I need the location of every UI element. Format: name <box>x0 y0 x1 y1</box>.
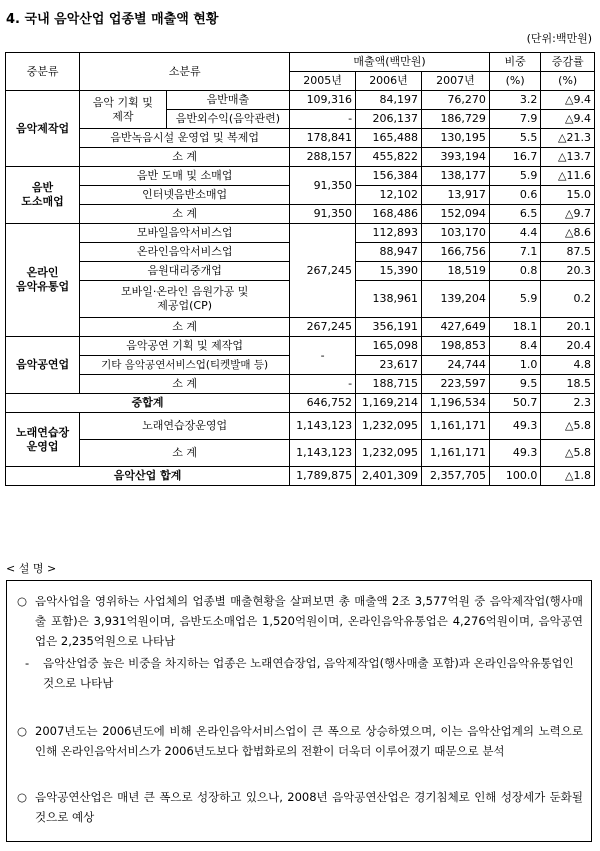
cell-share: 49.3 <box>489 413 540 440</box>
cell-wholesale: 음반 도매 및 소매업 <box>80 167 290 186</box>
cell-value: 165,488 <box>356 129 422 148</box>
cell-share: 3.2 <box>489 91 540 110</box>
cell-record: 음반녹음시설 운영업 및 복제업 <box>80 129 290 148</box>
cell-growth: △11.6 <box>541 167 595 186</box>
cell-value: 1,161,171 <box>421 440 489 467</box>
cell-share: 7.9 <box>489 110 540 129</box>
cell-growth: 0.2 <box>541 281 595 318</box>
header-2006: 2006년 <box>356 72 422 91</box>
header-growth-unit: (%) <box>541 72 595 91</box>
cell-share: 6.5 <box>489 205 540 224</box>
cell-subtotal: 소 계 <box>80 318 290 337</box>
cell-value: 2,357,705 <box>421 467 489 486</box>
cell-growth: △5.8 <box>541 413 595 440</box>
note-3 <box>17 787 583 827</box>
cell-subtotal: 소 계 <box>80 148 290 167</box>
group-online: 온라인 음악유통업 <box>6 224 80 337</box>
cell-growth: △1.8 <box>541 467 595 486</box>
header-share: 비중 <box>489 53 540 72</box>
cell-share: 16.7 <box>489 148 540 167</box>
cell-value: 1,169,214 <box>356 394 422 413</box>
cell-value: 1,143,123 <box>290 413 356 440</box>
cell-value: 356,191 <box>356 318 422 337</box>
cell-value: 393,194 <box>421 148 489 167</box>
cell-value: 130,195 <box>421 129 489 148</box>
cell-value: 139,204 <box>421 281 489 318</box>
header-sales: 매출액(백만원) <box>290 53 490 72</box>
note-2 <box>17 721 583 761</box>
section-title: < 설 명 > <box>6 562 57 575</box>
cell-value: 152,094 <box>421 205 489 224</box>
cell-growth: △9.4 <box>541 91 595 110</box>
cell-value: 188,715 <box>356 375 422 394</box>
bullet-icon: ○ <box>17 594 28 608</box>
cell-mobile: 모바일음악서비스업 <box>80 224 290 243</box>
cell-value: 267,245 <box>290 224 356 318</box>
cell-nonalbum: 음반외수익(음악관련) <box>166 110 290 129</box>
cell-value: - <box>290 110 356 129</box>
cell-album: 음반매출 <box>166 91 290 110</box>
cell-grand-total: 음악산업 합계 <box>6 467 290 486</box>
cell-value: 178,841 <box>290 129 356 148</box>
cell-value: 23,617 <box>356 356 422 375</box>
cell-value: 288,157 <box>290 148 356 167</box>
cell-share: 5.9 <box>489 167 540 186</box>
cell-share: 100.0 <box>489 467 540 486</box>
cell-value: 166,756 <box>421 243 489 262</box>
bullet-icon: ○ <box>17 790 28 804</box>
cell-growth: △5.8 <box>541 440 595 467</box>
header-2007: 2007년 <box>421 72 489 91</box>
cell-value: 138,961 <box>356 281 422 318</box>
note-1-sub <box>25 653 583 693</box>
group-retail: 음반 도소매업 <box>6 167 80 224</box>
cell-value: 165,098 <box>356 337 422 356</box>
cell-share: 9.5 <box>489 375 540 394</box>
cell-value: 109,316 <box>290 91 356 110</box>
cell-value: 267,245 <box>290 318 356 337</box>
cell-value: 455,822 <box>356 148 422 167</box>
cell-value: 103,170 <box>421 224 489 243</box>
sales-table <box>5 52 595 486</box>
cell-share: 0.8 <box>489 262 540 281</box>
cell-growth: △21.3 <box>541 129 595 148</box>
header-growth: 증감률 <box>541 53 595 72</box>
cell-online-service: 온라인음악서비스업 <box>80 243 290 262</box>
cell-share: 8.4 <box>489 337 540 356</box>
cell-subtotal: 소 계 <box>80 440 290 467</box>
note-text: 2007년도는 2006년도에 비해 온라인음악서비스업이 큰 폭으로 상승하였으며, 이는 음악산업계의 노력으로 인해 온라인음악서비스가 2006년도보다 합법화로의 전환이 더욱더 이루어졌기 때문으로 분석 <box>35 724 583 758</box>
cell-value: 1,196,534 <box>421 394 489 413</box>
cell-cp: 모바일·온라인 음원가공 및 제공업(CP) <box>80 281 290 318</box>
group-karaoke: 노래연습장 운영업 <box>6 413 80 467</box>
cell-subtotal: 소 계 <box>80 375 290 394</box>
unit-label: (단위:백만원) <box>526 32 592 45</box>
cell-value: 186,729 <box>421 110 489 129</box>
cell-value: 15,390 <box>356 262 422 281</box>
cell-value: - <box>290 337 356 375</box>
cell-value: 198,853 <box>421 337 489 356</box>
cell-value: 88,947 <box>356 243 422 262</box>
cell-growth: 87.5 <box>541 243 595 262</box>
cell-value: 156,384 <box>356 167 422 186</box>
cell-growth: △9.4 <box>541 110 595 129</box>
cell-share: 49.3 <box>489 440 540 467</box>
cell-growth: 2.3 <box>541 394 595 413</box>
note-text: 음악사업을 영위하는 사업체의 업종별 매출현황을 살펴보면 총 매출액 2조 3,577억원 중 음악제작업(행사매출 포함)은 3,931억원이며, 음반도소매업은 1,520억원이며, 온라인음악유통업은 4,276억원이며, 음악공연업은 2,235억원으로 나타남 <box>35 594 583 648</box>
cell-value: 138,177 <box>421 167 489 186</box>
group-production: 음악제작업 <box>6 91 80 167</box>
cell-value: 24,744 <box>421 356 489 375</box>
cell-value: 427,649 <box>421 318 489 337</box>
cell-share: 50.7 <box>489 394 540 413</box>
cell-internet: 인터넷음반소매업 <box>80 186 290 205</box>
header-minor: 소분류 <box>80 53 290 91</box>
cell-value: 168,486 <box>356 205 422 224</box>
cell-growth: 20.3 <box>541 262 595 281</box>
cell-share: 18.1 <box>489 318 540 337</box>
cell-share: 7.1 <box>489 243 540 262</box>
cell-value: 2,401,309 <box>356 467 422 486</box>
cell-value: 1,789,875 <box>290 467 356 486</box>
cell-share: 5.9 <box>489 281 540 318</box>
cell-karaoke: 노래연습장운영업 <box>80 413 290 440</box>
note-text: 음악공연산업은 매년 큰 폭으로 성장하고 있으나, 2008년 음악공연산업은 경기침체로 인해 성장세가 둔화될 것으로 예상 <box>35 790 583 824</box>
cell-perf-plan: 음악공연 기획 및 제작업 <box>80 337 290 356</box>
cell-value: 91,350 <box>290 167 356 205</box>
dash-icon: - <box>25 656 30 670</box>
cell-value: 91,350 <box>290 205 356 224</box>
cell-growth: 18.5 <box>541 375 595 394</box>
cell-growth: △8.6 <box>541 224 595 243</box>
header-share-unit: (%) <box>489 72 540 91</box>
cell-value: - <box>290 375 356 394</box>
cell-subtotal: 소 계 <box>80 205 290 224</box>
cell-value: 1,143,123 <box>290 440 356 467</box>
cell-perf-other: 기타 음악공연서비스업(티켓발매 등) <box>80 356 290 375</box>
cell-value: 646,752 <box>290 394 356 413</box>
cell-value: 1,232,095 <box>356 440 422 467</box>
cell-plan: 음악 기획 및 제작 <box>80 91 166 129</box>
cell-value: 1,161,171 <box>421 413 489 440</box>
header-major: 중분류 <box>6 53 80 91</box>
cell-value: 84,197 <box>356 91 422 110</box>
cell-value: 18,519 <box>421 262 489 281</box>
cell-share: 4.4 <box>489 224 540 243</box>
cell-growth: 20.1 <box>541 318 595 337</box>
cell-share: 0.6 <box>489 186 540 205</box>
cell-agency: 음원대리중개업 <box>80 262 290 281</box>
cell-value: 76,270 <box>421 91 489 110</box>
cell-growth: 20.4 <box>541 337 595 356</box>
notes-box <box>6 580 592 842</box>
cell-growth: △13.7 <box>541 148 595 167</box>
group-performance: 음악공연업 <box>6 337 80 394</box>
cell-value: 1,232,095 <box>356 413 422 440</box>
cell-growth: △9.7 <box>541 205 595 224</box>
cell-share: 1.0 <box>489 356 540 375</box>
cell-value: 13,917 <box>421 186 489 205</box>
header-2005: 2005년 <box>290 72 356 91</box>
cell-growth: 15.0 <box>541 186 595 205</box>
cell-value: 206,137 <box>356 110 422 129</box>
note-1 <box>17 591 583 651</box>
cell-growth: 4.8 <box>541 356 595 375</box>
page-title: 4. 국내 음악산업 업종별 매출액 현황 <box>6 12 219 27</box>
cell-value: 112,893 <box>356 224 422 243</box>
cell-mid-total: 중합계 <box>6 394 290 413</box>
cell-value: 12,102 <box>356 186 422 205</box>
bullet-icon: ○ <box>17 724 28 738</box>
note-text: 음악산업중 높은 비중을 차지하는 업종은 노래연습장업, 음악제작업(행사매출 포함)과 온라인음악유통업인 것으로 나타남 <box>43 656 574 690</box>
cell-value: 223,597 <box>421 375 489 394</box>
cell-share: 5.5 <box>489 129 540 148</box>
